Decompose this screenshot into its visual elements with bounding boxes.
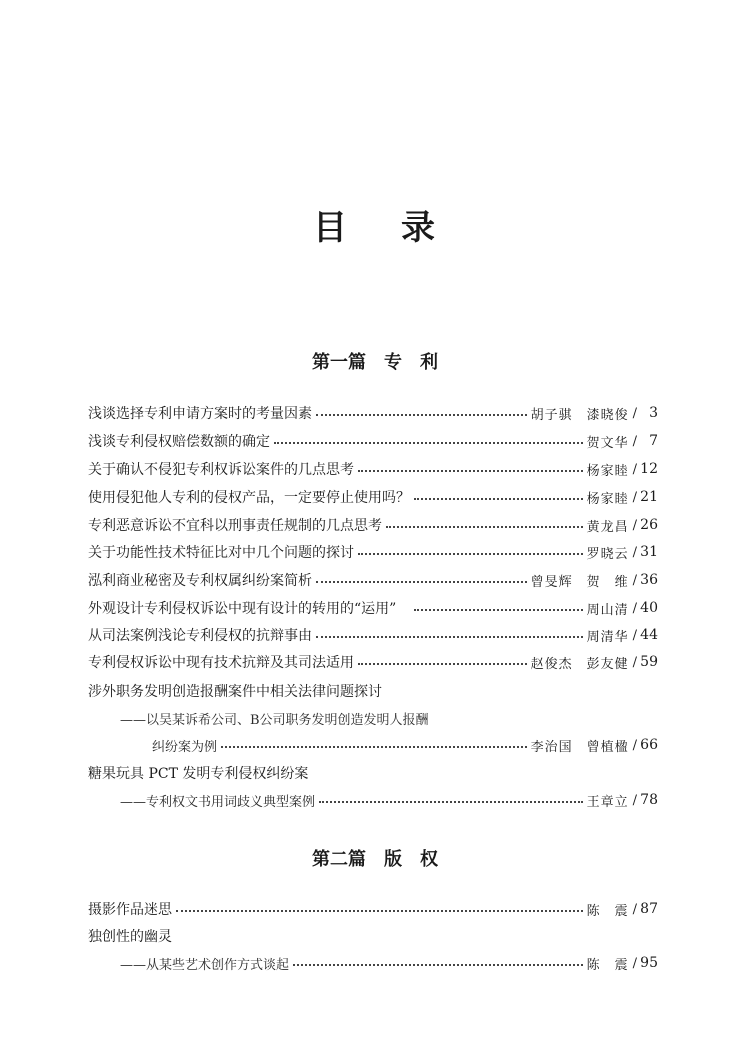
toc-entry[interactable] [88, 542, 658, 562]
toc-entry[interactable] [88, 431, 658, 451]
entry-subtitle: ——从某些艺术创作方式谈起 [120, 957, 290, 973]
leader-dots [293, 964, 583, 966]
entry-title: 使用侵犯他人专利的侵权产品，一定要停止使用吗？ [88, 490, 410, 506]
separator: / [632, 654, 637, 670]
entry-title: 专利侵权诉讼中现有技术抗辩及其司法适用 [88, 655, 354, 671]
entry-author: 罗晓云 [586, 546, 629, 562]
page-number: 66 [640, 737, 658, 753]
entry-title: 糖果玩具 PCT 发明专利侵权纠纷案 [88, 766, 309, 782]
entry-author: 杨家睦 [586, 463, 629, 479]
page-number: 3 [649, 405, 658, 421]
toc-entry[interactable] [88, 515, 658, 535]
entry-title: 摄影作品迷思 [88, 902, 172, 918]
entry-title: 涉外职务发明创造报酬案件中相关法律问题探讨 [88, 684, 382, 700]
leader-dots [414, 609, 582, 611]
toc-entry-subtitle[interactable] [120, 790, 658, 810]
entry-title: 外观设计专利侵权诉讼中现有设计的转用的“运用” [88, 601, 397, 617]
part-heading-copyright [0, 845, 750, 871]
entry-author: 贺文华 [586, 435, 629, 451]
leader-dots [386, 526, 583, 528]
part-heading-patent [0, 348, 750, 374]
toc-entry-subtitle[interactable] [120, 953, 658, 973]
toc-entry[interactable] [88, 652, 658, 672]
separator: / [632, 901, 637, 917]
entry-subtitle: ——以吴某诉希公司、B公司职务发明创造发明人报酬 [120, 712, 429, 728]
separator: / [632, 627, 637, 643]
entry-title: 关于功能性技术特征比对中几个问题的探讨 [88, 545, 354, 561]
entry-subtitle: 纠纷案为例 [152, 739, 218, 755]
entry-author: 陈 震 [586, 957, 629, 973]
entry-title: 浅谈选择专利申请方案时的考量因素 [88, 406, 312, 422]
page-number: 95 [640, 955, 658, 971]
toc-entry[interactable] [88, 681, 658, 701]
leader-dots [358, 553, 583, 555]
page-number: 78 [640, 792, 658, 808]
page-number: 40 [640, 600, 658, 616]
leader-dots [414, 498, 583, 500]
entry-title: 泓利商业秘密及专利权属纠纷案简析 [88, 573, 312, 589]
page-number: 26 [640, 517, 658, 533]
separator: / [632, 405, 637, 421]
toc-entry[interactable] [88, 926, 658, 946]
entry-title: 从司法案例浅论专利侵权的抗辩事由 [88, 628, 312, 644]
part-label: 第一篇 [312, 352, 366, 373]
entry-author: 黄龙昌 [586, 519, 629, 535]
entry-author: 曾植楹 [586, 739, 629, 755]
toc-entry[interactable] [88, 403, 658, 423]
leader-dots [221, 746, 527, 748]
title-char-1: 目 [313, 208, 349, 248]
entry-authors [531, 404, 629, 423]
leader-dots [316, 414, 527, 416]
toc-entry-subtitle[interactable] [120, 708, 658, 728]
entry-author: 胡子骐 [530, 407, 573, 423]
toc-entry[interactable] [88, 598, 658, 618]
toc-entry[interactable] [88, 570, 658, 590]
toc-entry[interactable] [88, 899, 658, 919]
entry-authors [531, 571, 629, 590]
entry-author: 彭友健 [586, 656, 629, 672]
page-number: 12 [640, 461, 658, 477]
page-number: 31 [640, 544, 658, 560]
entry-author: 漆晓俊 [586, 407, 629, 423]
separator: / [632, 433, 637, 449]
page-title [0, 200, 750, 249]
part-name: 版 权 [384, 849, 438, 870]
entry-title: 独创性的幽灵 [88, 929, 172, 945]
entry-author: 杨家睦 [586, 491, 629, 507]
toc-entry[interactable] [88, 763, 658, 783]
separator: / [632, 461, 637, 477]
entry-author: 李治国 [530, 739, 573, 755]
part-label: 第二篇 [312, 849, 366, 870]
entry-author: 贺 维 [586, 574, 629, 590]
separator: / [632, 489, 637, 505]
leader-dots [316, 581, 527, 583]
toc-entry-subtitle[interactable] [152, 735, 658, 755]
entry-author: 周山清 [586, 602, 629, 618]
page-number: 7 [649, 433, 658, 449]
entry-author: 曾旻辉 [530, 574, 573, 590]
entry-title: 专利恶意诉讼不宜科以刑事责任规制的几点思考 [88, 518, 382, 534]
leader-dots [316, 636, 583, 638]
separator: / [632, 572, 637, 588]
separator: / [632, 600, 637, 616]
toc-entry[interactable] [88, 625, 658, 645]
toc-entry[interactable] [88, 459, 658, 479]
part-name: 专 利 [384, 352, 438, 373]
leader-dots [176, 910, 583, 912]
page-number: 21 [640, 489, 658, 505]
page-number: 59 [640, 654, 658, 670]
leader-dots [358, 663, 527, 665]
entry-author: 周清华 [586, 629, 629, 645]
entry-author: 陈 震 [586, 903, 629, 919]
separator: / [632, 737, 637, 753]
entry-title: 关于确认不侵犯专利权诉讼案件的几点思考 [88, 462, 354, 478]
page-number: 36 [640, 572, 658, 588]
entry-title: 浅谈专利侵权赔偿数额的确定 [88, 434, 270, 450]
toc-entry[interactable] [88, 487, 658, 507]
page-number: 44 [640, 627, 658, 643]
leader-dots [319, 801, 583, 803]
separator: / [632, 792, 637, 808]
entry-author: 赵俊杰 [530, 656, 573, 672]
leader-dots [274, 442, 583, 444]
entry-subtitle: ——专利权文书用词歧义典型案例 [120, 794, 316, 810]
separator: / [632, 517, 637, 533]
entry-authors [531, 653, 629, 672]
title-char-2: 录 [401, 208, 437, 248]
entry-author: 王章立 [586, 794, 629, 810]
leader-dots [358, 470, 583, 472]
page-number: 87 [640, 901, 658, 917]
entry-authors [531, 736, 629, 755]
separator: / [632, 544, 637, 560]
separator: / [632, 955, 637, 971]
